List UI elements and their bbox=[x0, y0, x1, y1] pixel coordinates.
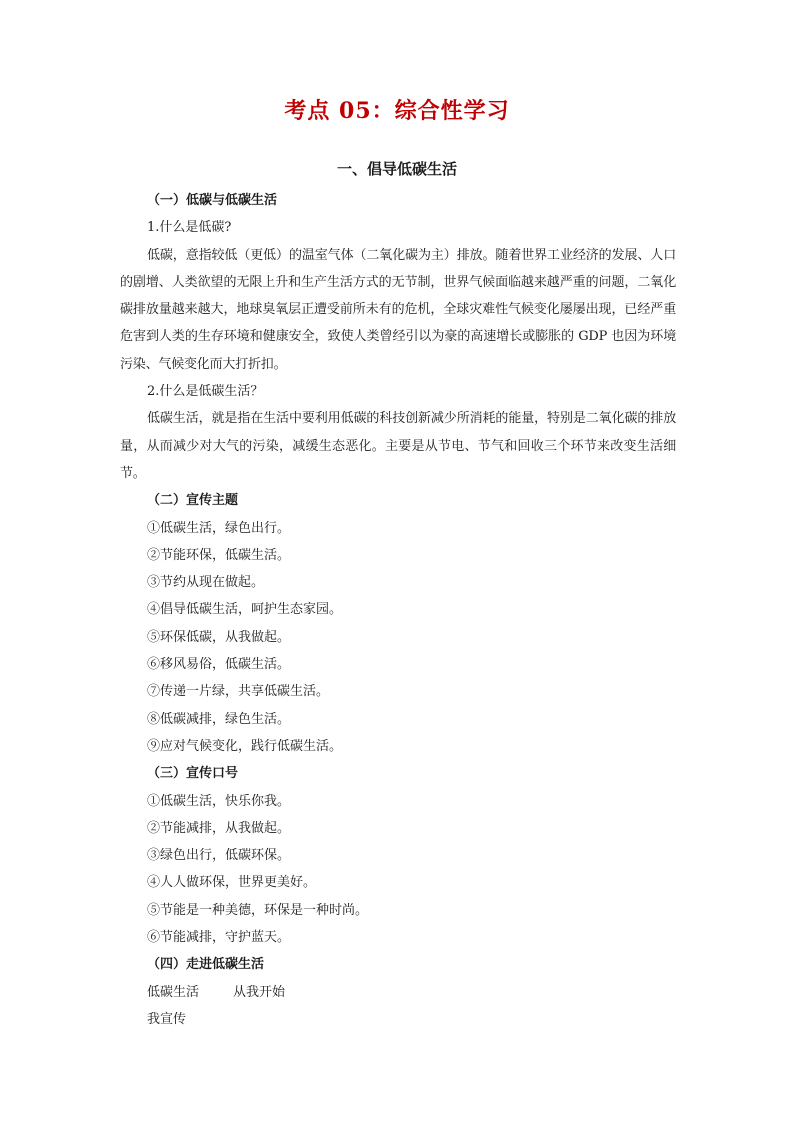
list-item: ⑥移风易俗，低碳生活。 bbox=[147, 657, 291, 673]
list-item: ⑤环保低碳，从我做起。 bbox=[147, 629, 291, 645]
list-item: ②节能减排，从我做起。 bbox=[147, 820, 291, 836]
list-item: ④倡导低碳生活，呵护生态家园。 bbox=[147, 602, 343, 618]
subsection-heading-4: （四）走进低碳生活 bbox=[147, 957, 265, 973]
subsection-heading-2: （二）宣传主题 bbox=[147, 493, 239, 509]
list-item: ⑧低碳减排，绿色生活。 bbox=[147, 711, 291, 727]
list-item: ④人人做环保，世界更美好。 bbox=[147, 875, 317, 891]
list-item: ①低碳生活，绿色出行。 bbox=[147, 520, 291, 536]
section-heading: 一、倡导低碳生活 bbox=[336, 160, 457, 178]
subsection-heading-1: （一）低碳与低碳生活 bbox=[147, 193, 278, 208]
list-item: ②节能环保，低碳生活。 bbox=[147, 547, 291, 563]
list-item: ⑤节能是一种美德，环保是一种时尚。 bbox=[147, 902, 369, 918]
question-1: 1.什么是低碳? bbox=[147, 220, 232, 236]
answer-1: 低碳，意指较低（更低）的温室气体（二氧化碳为主）排放。随着世界工业经济的发展、人口的剧增、人类欲望的无限上升和生产生活方式的无节制，世界气候面临越来越严重的问题，二氧化碳排放量越来越大，地球臭氧层正遭受前所未有的危机，全球灾难性气候变化屡屡出现，已经严重危害到人类的生存环境和健康安全，致使人类曾经引以为豪的高速增长或膨胀的 GDP 也因为环境污染、气候变化而大打折扣。 bbox=[120, 247, 676, 372]
document-body bbox=[120, 187, 676, 1033]
list-item: ③节约从现在做起。 bbox=[147, 575, 265, 591]
poem-line-2: 我宣传 bbox=[147, 1011, 187, 1027]
list-item: ①低碳生活，快乐你我。 bbox=[147, 793, 291, 809]
question-2: 2.什么是低碳生活？ bbox=[147, 384, 264, 400]
poem-line-1 bbox=[120, 979, 676, 1006]
list-item: ⑥节能减排，守护蓝天。 bbox=[147, 930, 291, 946]
poem-line-1-b: 从我开始 bbox=[233, 984, 286, 1000]
list-item: ⑨应对气候变化，践行低碳生活。 bbox=[147, 738, 343, 754]
document-title: 考点 05：综合性学习 bbox=[284, 98, 510, 124]
answer-2: 低碳生活，就是指在生活中要利用低碳的科技创新减少所消耗的能量，特别是二氧化碳的排放量，从而减少对大气的污染，减缓生态恶化。主要是从节电、节气和回收三个环节来改变生活细节。 bbox=[120, 411, 676, 481]
list-item: ③绿色出行，低碳环保。 bbox=[147, 848, 291, 864]
subsection-heading-3: （三）宣传口号 bbox=[147, 766, 239, 782]
list-item: ⑦传递一片绿，共享低碳生活。 bbox=[147, 684, 330, 700]
poem-line-1-a: 低碳生活 bbox=[147, 984, 200, 1000]
